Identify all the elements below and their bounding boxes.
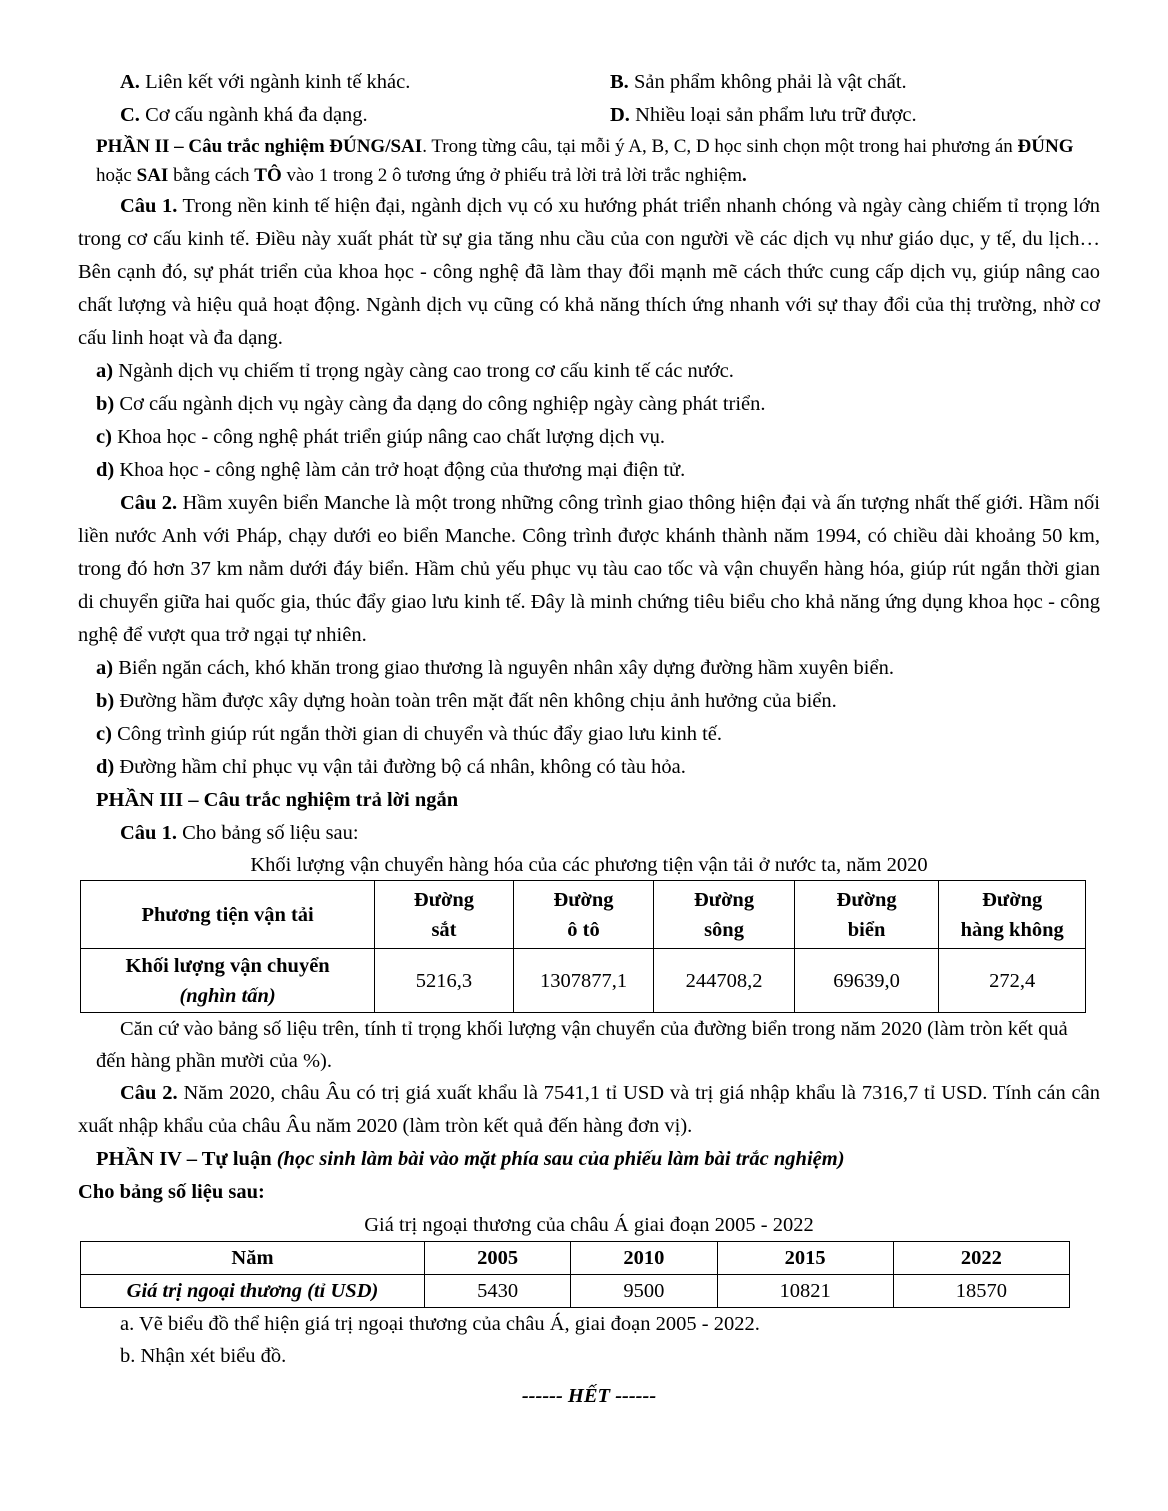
part2-question-2: Câu 2. Hầm xuyên biển Manche là một trong những công trình giao thông hiện đại và ấn tượng nhất thế giới. Hầm nối liền nước Anh với Pháp, chạy dưới eo biển Manche. Công trình được khánh thành năm 1994, có chiều dài khoảng 50 km, trong đó hơn 37 km nằm dưới đáy biển. Hầm chủ yếu phục vụ tàu cao tốc và vận chuyển hàng hóa, giúp rút ngắn thời gian di chuyển giữa hai quốc gia, thúc đẩy giao lưu kinh tế. Đây là minh chứng tiêu biểu cho khả năng ứng dụng khoa học - công nghệ để vượt qua trở ngại tự nhiên.	[78, 492, 1100, 646]
transport-head-label: Phương tiện vận tải	[81, 881, 375, 949]
transport-table-title: Khối lượng vận chuyển hàng hóa của các phương tiện vận tải ở nước ta, năm 2020	[250, 854, 928, 876]
part4-note: (học sinh làm bài vào mặt phía sau của phiếu làm bài trắc nghiệm)	[276, 1148, 845, 1170]
col-sea: Đường biển	[794, 881, 939, 949]
col-river: Đường sông	[654, 881, 795, 949]
trade-table-row	[81, 1275, 1070, 1308]
trade-table	[80, 1241, 1070, 1308]
option-d: D. Nhiều loại sản phẩm lưu trữ được.	[610, 104, 917, 126]
transport-table	[80, 880, 1086, 1013]
options-row-2	[78, 99, 1100, 132]
transport-table-header	[81, 881, 1086, 949]
year-2010: 2010	[571, 1242, 717, 1275]
trade-head-label: Năm	[81, 1242, 425, 1275]
value-air: 272,4	[939, 949, 1086, 1013]
transport-table-row	[81, 949, 1086, 1013]
row-label: Khối lượng vận chuyển (nghìn tấn)	[81, 949, 375, 1013]
part2-q1-item-a: a) Ngành dịch vụ chiếm tỉ trọng ngày càng cao trong cơ cấu kinh tế các nước.	[96, 360, 734, 382]
options-row-1	[78, 66, 1100, 99]
value-road: 1307877,1	[513, 949, 654, 1013]
part3-heading: PHẦN III – Câu trắc nghiệm trả lời ngắn	[96, 789, 459, 811]
year-2022: 2022	[893, 1242, 1069, 1275]
value-sea: 69639,0	[794, 949, 939, 1013]
trade-value-2010: 9500	[571, 1275, 717, 1308]
task-b: b. Nhận xét biểu đồ.	[120, 1345, 287, 1367]
option-c: C. Cơ cấu ngành khá đa dạng.	[120, 104, 368, 126]
trade-value-2015: 10821	[717, 1275, 893, 1308]
part2-q2-item-d: d) Đường hầm chỉ phục vụ vận tải đường bộ cá nhân, không có tàu hỏa.	[96, 756, 686, 778]
part2-q1-item-d: d) Khoa học - công nghệ làm cản trở hoạt động của thương mại điện tử.	[96, 459, 686, 481]
trade-table-header	[81, 1242, 1070, 1275]
year-2015: 2015	[717, 1242, 893, 1275]
exam-page	[78, 66, 1100, 1413]
part3-question-2: Câu 2. Năm 2020, châu Âu có trị giá xuất khẩu là 7541,1 tỉ USD và trị giá nhập khẩu là 7316,7 tỉ USD. Tính cán cân xuất nhập khẩu của châu Âu năm 2020 (làm tròn kết quả đến hàng đơn vị).	[78, 1082, 1100, 1137]
part4-intro: Cho bảng số liệu sau:	[78, 1181, 265, 1203]
trade-value-2005: 5430	[425, 1275, 571, 1308]
part2-q2-item-a: a) Biển ngăn cách, khó khăn trong giao thương là nguyên nhân xây dựng đường hầm xuyên biển.	[96, 657, 894, 679]
value-river: 244708,2	[654, 949, 795, 1013]
part2-heading: PHẦN II – Câu trắc nghiệm ĐÚNG/SAI	[96, 136, 423, 157]
year-2005: 2005	[425, 1242, 571, 1275]
part4-heading: PHẦN IV – Tự luận	[96, 1148, 277, 1170]
part2-q2-item-c: c) Công trình giúp rút ngắn thời gian di chuyển và thúc đẩy giao lưu kinh tế.	[96, 723, 723, 745]
value-rail: 5216,3	[375, 949, 514, 1013]
option-a: A. Liên kết với ngành kinh tế khác.	[120, 71, 411, 93]
end-mark: ------ HẾT ------	[521, 1385, 657, 1407]
part3-q1-ask: Căn cứ vào bảng số liệu trên, tính tỉ trọng khối lượng vận chuyển của đường biển trong năm 2020 (làm tròn kết quả đến hàng phần mười của %).	[96, 1018, 1068, 1072]
part2-q1-item-b: b) Cơ cấu ngành dịch vụ ngày càng đa dạng do công nghiệp ngày càng phát triển.	[96, 393, 766, 415]
col-rail: Đường sắt	[375, 881, 514, 949]
task-a: a. Vẽ biểu đồ thể hiện giá trị ngoại thương của châu Á, giai đoạn 2005 - 2022.	[120, 1313, 760, 1335]
col-air: Đường hàng không	[939, 881, 1086, 949]
trade-row-label: Giá trị ngoại thương (tỉ USD)	[81, 1275, 425, 1308]
part2-question-1: Câu 1. Trong nền kinh tế hiện đại, ngành dịch vụ có xu hướng phát triển nhanh chóng và ngày càng chiếm tỉ trọng lớn trong cơ cấu kinh tế. Điều này xuất phát từ sự gia tăng nhu cầu của con người về các dịch vụ như giáo dục, y tế, du lịch…Bên cạnh đó, sự phát triển của khoa học - công nghệ đã làm thay đổi mạnh mẽ cách thức cung cấp dịch vụ, giúp nâng cao chất lượng và hiệu quả hoạt động. Ngành dịch vụ cũng có khả năng thích ứng nhanh với sự thay đổi của thị trường, nhờ cơ cấu linh hoạt và đa dạng.	[78, 195, 1100, 349]
part4-heading-line	[78, 1143, 1100, 1176]
trade-table-title: Giá trị ngoại thương của châu Á giai đoạn 2005 - 2022	[364, 1214, 814, 1236]
part2-q2-item-b: b) Đường hầm được xây dựng hoàn toàn trên mặt đất nên không chịu ảnh hưởng của biển.	[96, 690, 837, 712]
part2-instructions: PHẦN II – Câu trắc nghiệm ĐÚNG/SAI. Trong từng câu, tại mỗi ý A, B, C, D học sinh chọn một trong hai phương án ĐÚNG hoặc SAI bằng cách TÔ vào 1 trong 2 ô tương ứng ở phiếu trả lời trả lời trắc nghiệm.	[96, 136, 1074, 186]
option-b: B. Sản phẩm không phải là vật chất.	[610, 71, 907, 93]
col-road: Đường ô tô	[513, 881, 654, 949]
part3-question-1: Câu 1. Cho bảng số liệu sau:	[120, 822, 359, 844]
trade-value-2022: 18570	[893, 1275, 1069, 1308]
part2-q1-item-c: c) Khoa học - công nghệ phát triển giúp nâng cao chất lượng dịch vụ.	[96, 426, 666, 448]
